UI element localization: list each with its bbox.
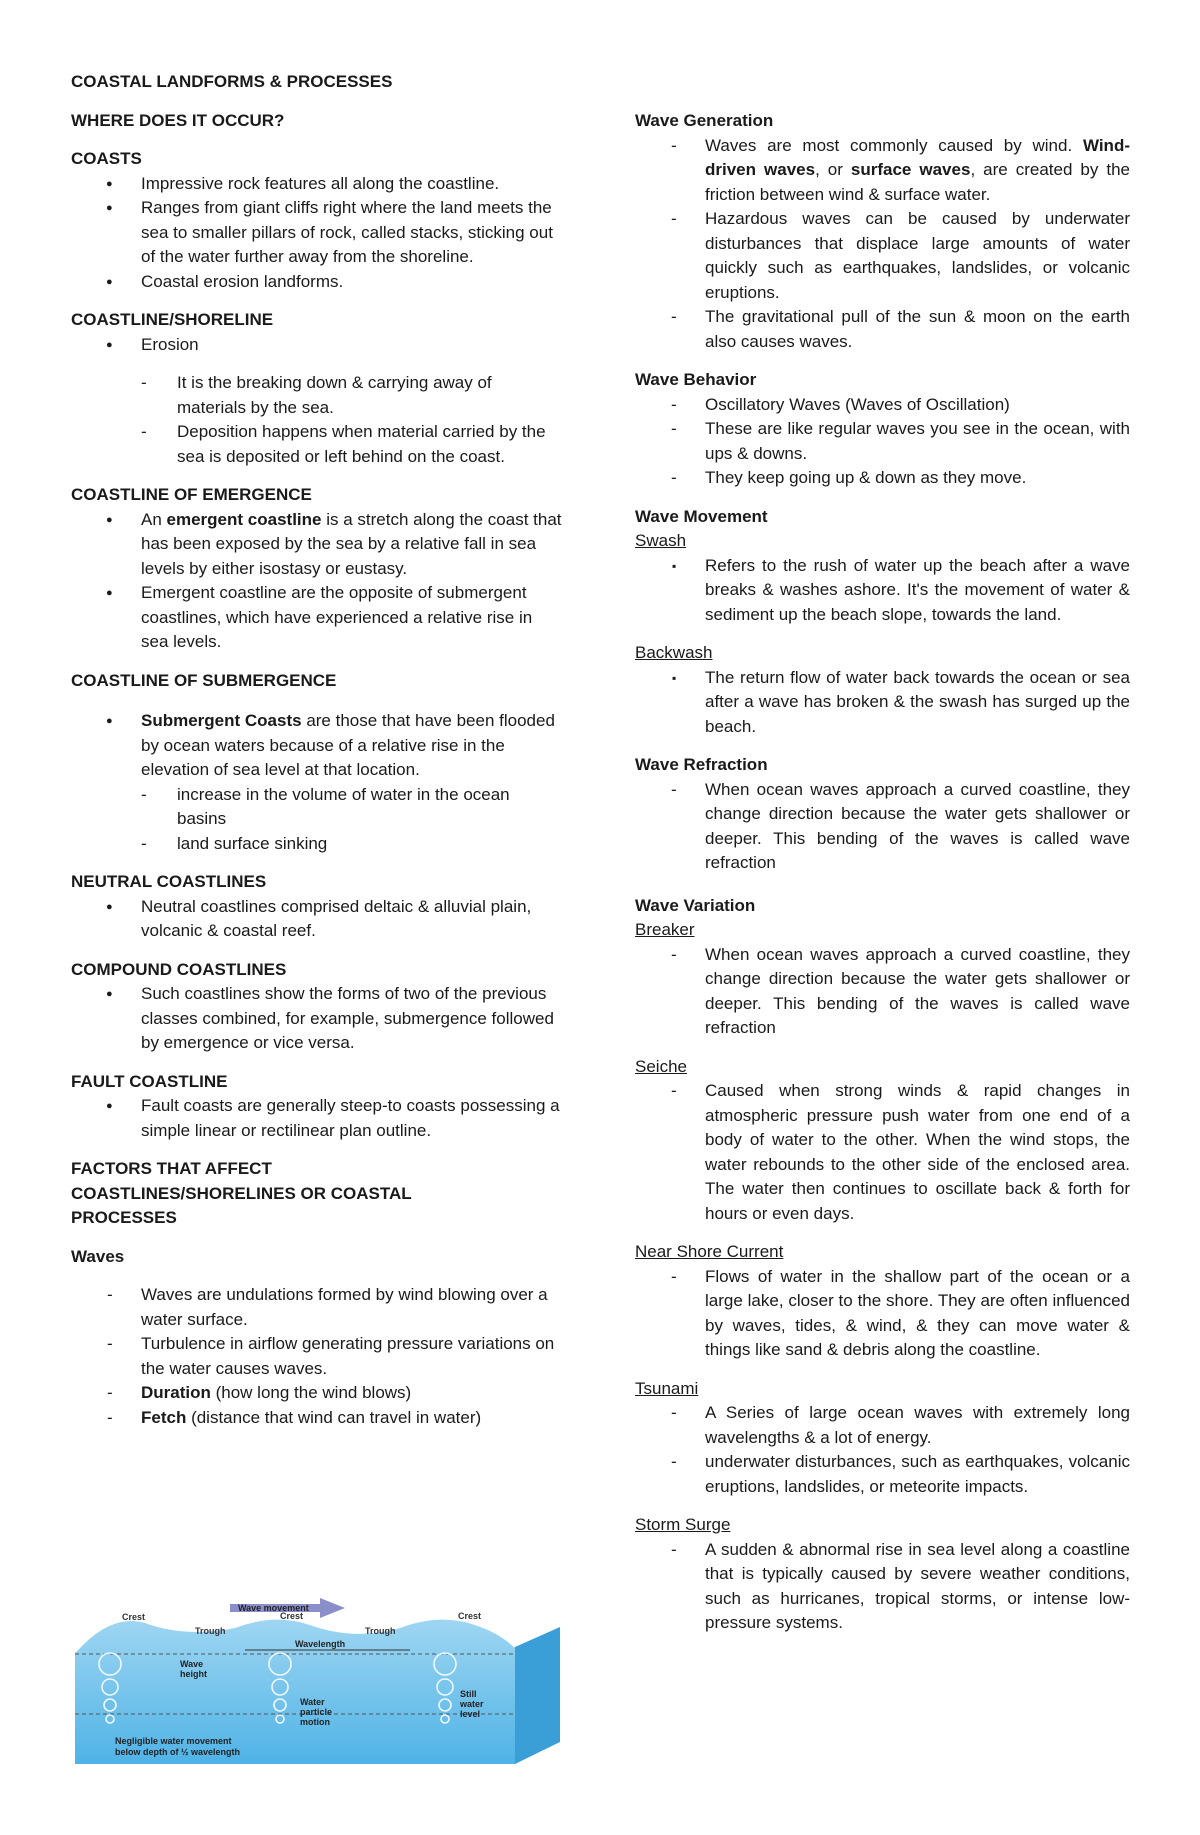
list-item: ▪ The return flow of water back towards the ocean or sea after a wave has broken & the swash has surged up the beach.: [635, 666, 1130, 740]
list-item: - Waves are undulations formed by wind blowing over a water surface.: [71, 1283, 563, 1332]
crest-label-1: Crest: [122, 1612, 146, 1622]
list-item: - Hazardous waves can be caused by underwater disturbances that displace large amounts of water quickly such as earthquakes, landslides, or volcanic eruptions.: [635, 207, 1130, 305]
section-heading-refraction: Wave Refraction: [635, 755, 768, 774]
subheading-waves: Waves: [71, 1246, 125, 1266]
shoreline-list: [71, 333, 563, 358]
backwash-list: [635, 666, 1130, 740]
negligible-label-1: Negligible water movement: [115, 1736, 232, 1746]
list-item: - When ocean waves approach a curved coastline, they change direction because the water gets shallower or deeper. This bending of the waves is called wave refraction: [635, 778, 1130, 876]
section-heading-behavior: Wave Behavior: [635, 370, 757, 389]
wave-movement-label: Wave movement: [238, 1603, 309, 1613]
section-heading-shoreline: COASTLINE/SHORELINE: [71, 310, 274, 329]
section-heading-factors: FACTORS THAT AFFECT COASTLINES/SHORELINES OR COASTAL PROCESSES: [71, 1159, 412, 1227]
wave-height-label-1: Wave: [180, 1659, 204, 1669]
list-item: - These are like regular waves you see in the ocean, with ups & downs.: [635, 417, 1130, 466]
water-box-side: [515, 1627, 560, 1764]
list-item: - Caused when strong winds & rapid changes in atmospheric pressure push water from one end of a body of water to the other. When the wind stops, the water rebounds to the other side of the enclosed area. The water then continues to oscillate back & forth for hours or even days.: [635, 1079, 1130, 1226]
list-item: ● Neutral coastlines comprised deltaic & alluvial plain, volcanic & coastal reef.: [71, 895, 563, 944]
waves-list: [71, 1283, 563, 1430]
breaker-list: [635, 943, 1130, 1041]
storm-surge-list: [635, 1538, 1130, 1636]
list-item: - Deposition happens when material carried by the sea is deposited or left behind on the coast.: [71, 420, 563, 469]
neutral-list: [71, 895, 563, 944]
list-item: - It is the breaking down & carrying away of materials by the sea.: [71, 371, 563, 420]
list-item: ● Submergent Coasts are those that have been flooded by ocean waters because of a relative rise in the elevation of sea level at that location.: [71, 709, 563, 783]
list-item: ● Fault coasts are generally steep-to coasts possessing a simple linear or rectilinear plan outline.: [71, 1094, 563, 1143]
list-item: - A sudden & abnormal rise in sea level along a coastline that is typically caused by severe weather conditions, such as hurricanes, tropical storms, or intense low-pressure systems.: [635, 1538, 1130, 1636]
list-item: - Fetch (distance that wind can travel in water): [71, 1406, 563, 1431]
list-item: - land surface sinking: [71, 832, 563, 857]
seiche-list: [635, 1079, 1130, 1226]
submergence-sublist: [71, 783, 563, 857]
list-item: ● Coastal erosion landforms.: [71, 270, 563, 295]
list-item: ● Impressive rock features all along the coastline.: [71, 172, 563, 197]
trough-label-1: Trough: [195, 1626, 226, 1636]
negligible-label-2: below depth of ½ wavelength: [115, 1747, 241, 1757]
wavelength-label: Wavelength: [295, 1639, 346, 1649]
list-item: ● An emergent coastline is a stretch along the coast that has been exposed by the sea by a relative fall in sea levels by either isostasy or eustasy.: [71, 508, 563, 582]
section-heading-compound: COMPOUND COASTLINES: [71, 959, 287, 979]
list-item: - A Series of large ocean waves with extremely long wavelengths & a lot of energy.: [635, 1401, 1130, 1450]
still-water-label-3: level: [460, 1709, 481, 1719]
section-heading-submergence: COASTLINE OF SUBMERGENCE: [71, 670, 337, 690]
list-item: - Waves are most commonly caused by wind. Wind-driven waves, or surface waves, are created by the friction between wind & surface water.: [635, 134, 1130, 208]
trough-label-2: Trough: [365, 1626, 396, 1636]
list-item: - Duration (how long the wind blows): [71, 1381, 563, 1406]
list-item: - increase in the volume of water in the ocean basins: [71, 783, 563, 832]
section-heading-generation: Wave Generation: [635, 111, 774, 130]
list-item: ▪ Refers to the rush of water up the beach after a wave breaks & washes ashore. It's the movement of water & sediment up the beach slope, towards the land.: [635, 554, 1130, 628]
list-item: ● Emergent coastline are the opposite of submergent coastlines, which have experienced a relative rise in sea levels.: [71, 581, 563, 655]
list-item: ● Erosion: [71, 333, 563, 358]
particle-motion-label-3: motion: [300, 1717, 330, 1727]
generation-list: [635, 134, 1130, 355]
subheading-seiche: Seiche: [635, 1056, 687, 1076]
section-heading-movement: Wave Movement: [635, 506, 768, 526]
section-heading-variation: Wave Variation: [635, 895, 756, 915]
wave-diagram: [70, 1592, 570, 1767]
list-item: ● Ranges from giant cliffs right where the land meets the sea to smaller pillars of rock, called stacks, sticking out of the water further away from the shoreline.: [71, 196, 563, 270]
list-item: - Flows of water in the shallow part of the ocean or a large lake, closer to the shore. They are often influenced by waves, tides, & wind, & they can move water & things like sand & debris along the coastline.: [635, 1265, 1130, 1363]
section-heading-where: WHERE DOES IT OCCUR?: [71, 110, 285, 130]
section-heading-fault: FAULT COASTLINE: [71, 1071, 228, 1091]
emergence-list: [71, 508, 563, 655]
list-item: - Oscillatory Waves (Waves of Oscillation): [635, 393, 1130, 418]
particle-motion-label-1: Water: [300, 1697, 325, 1707]
list-item: - When ocean waves approach a curved coastline, they change direction because the water gets shallower or deeper. This bending of the waves is called wave refraction: [635, 943, 1130, 1041]
coasts-list: [71, 172, 563, 295]
crest-label-2: Crest: [280, 1611, 304, 1621]
wave-height-label-2: height: [180, 1669, 207, 1679]
crest-label-3: Crest: [458, 1611, 482, 1621]
still-water-label-1: Still: [460, 1689, 477, 1699]
subheading-breaker: Breaker: [635, 920, 695, 939]
section-heading-emergence: COASTLINE OF EMERGENCE: [71, 485, 312, 504]
subheading-swash: Swash: [635, 531, 687, 550]
fault-list: [71, 1094, 563, 1143]
erosion-sublist: [71, 371, 563, 469]
tsunami-list: [635, 1401, 1130, 1499]
left-column: [71, 70, 563, 1430]
behavior-list: [635, 393, 1130, 491]
subheading-backwash: Backwash: [635, 643, 713, 662]
subheading-storm-surge: Storm Surge: [635, 1515, 731, 1534]
refraction-list: [635, 778, 1130, 876]
list-item: - The gravitational pull of the sun & moon on the earth also causes waves.: [635, 305, 1130, 354]
list-item: - Turbulence in airflow generating pressure variations on the water causes waves.: [71, 1332, 563, 1381]
still-water-label-2: water: [460, 1699, 484, 1709]
particle-motion-label-2: particle: [300, 1707, 333, 1717]
section-heading-neutral: NEUTRAL COASTLINES: [71, 872, 267, 891]
document-title: COASTAL LANDFORMS & PROCESSES: [71, 72, 393, 91]
subheading-near-shore-current: Near Shore Current: [635, 1242, 784, 1261]
submergence-list: [71, 709, 563, 783]
list-item: - underwater disturbances, such as earthquakes, volcanic eruptions, landslides, or meteorite impacts.: [635, 1450, 1130, 1499]
list-item: ● Such coastlines show the forms of two of the previous classes combined, for example, submergence followed by emergence or vice versa.: [71, 982, 563, 1056]
compound-list: [71, 982, 563, 1056]
near-shore-list: [635, 1265, 1130, 1363]
list-item: - They keep going up & down as they move.: [635, 466, 1130, 491]
section-heading-coasts: COASTS: [71, 149, 142, 168]
right-column: [635, 109, 1130, 1636]
subheading-tsunami: Tsunami: [635, 1378, 699, 1398]
swash-list: [635, 554, 1130, 628]
